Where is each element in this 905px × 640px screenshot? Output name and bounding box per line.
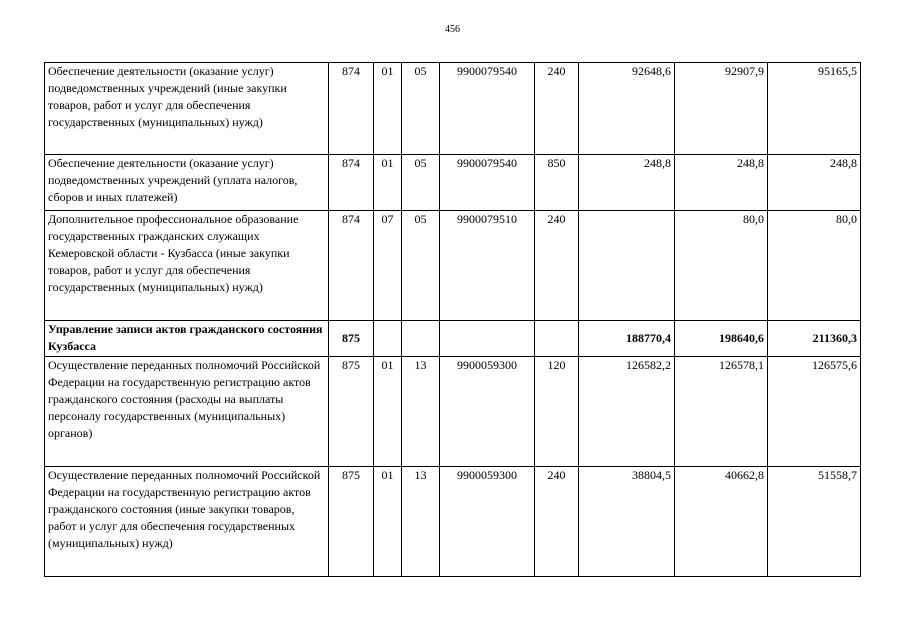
year2-amount: 80,0 bbox=[675, 211, 768, 321]
target-article-code: 9900059300 bbox=[440, 467, 535, 577]
section-code bbox=[374, 321, 402, 357]
expense-type-code: 240 bbox=[535, 467, 579, 577]
target-article-code: 9900079540 bbox=[440, 155, 535, 211]
table-row-section-total bbox=[45, 321, 861, 357]
ministry-code: 875 bbox=[329, 357, 374, 467]
ministry-code: 874 bbox=[329, 155, 374, 211]
year1-amount: 188770,4 bbox=[579, 321, 675, 357]
year3-amount: 95165,5 bbox=[768, 63, 861, 155]
row-name: Обеспечение деятельности (оказание услуг) подведомственных учреждений (иные закупки товаров, работ и услуг для обеспечения государственных (муниципальных) нужд) bbox=[45, 63, 329, 155]
table-row bbox=[45, 467, 861, 577]
year1-amount: 126582,2 bbox=[579, 357, 675, 467]
year1-amount: 92648,6 bbox=[579, 63, 675, 155]
table-row bbox=[45, 357, 861, 467]
section-code: 01 bbox=[374, 63, 402, 155]
row-name: Обеспечение деятельности (оказание услуг) подведомственных учреждений (уплата налогов, сборов и иных платежей) bbox=[45, 155, 329, 211]
expense-type-code bbox=[535, 321, 579, 357]
year3-amount: 51558,7 bbox=[768, 467, 861, 577]
subsection-code: 05 bbox=[402, 155, 440, 211]
subsection-code: 05 bbox=[402, 211, 440, 321]
year1-amount: 38804,5 bbox=[579, 467, 675, 577]
year3-amount: 248,8 bbox=[768, 155, 861, 211]
expense-type-code: 120 bbox=[535, 357, 579, 467]
ministry-code: 874 bbox=[329, 211, 374, 321]
row-name: Дополнительное профессиональное образование государственных гражданских служащих Кемеровской области - Кузбасса (иные закупки товаров, работ и услуг для обеспечения государственных (муниципальных) нужд) bbox=[45, 211, 329, 321]
section-code: 07 bbox=[374, 211, 402, 321]
year2-amount: 126578,1 bbox=[675, 357, 768, 467]
subsection-code: 05 bbox=[402, 63, 440, 155]
year3-amount: 80,0 bbox=[768, 211, 861, 321]
year1-amount bbox=[579, 211, 675, 321]
ministry-code: 875 bbox=[329, 467, 374, 577]
subsection-code: 13 bbox=[402, 467, 440, 577]
subsection-code: 13 bbox=[402, 357, 440, 467]
year2-amount: 92907,9 bbox=[675, 63, 768, 155]
ministry-code: 875 bbox=[329, 321, 374, 357]
year2-amount: 198640,6 bbox=[675, 321, 768, 357]
row-name: Осуществление переданных полномочий Российской Федерации на государственную регистрацию актов гражданского состояния (иные закупки товаров, работ и услуг для обеспечения государственных (муниципальных) нужд) bbox=[45, 467, 329, 577]
budget-table bbox=[44, 62, 861, 577]
target-article-code: 9900079540 bbox=[440, 63, 535, 155]
expense-type-code: 240 bbox=[535, 211, 579, 321]
year2-amount: 40662,8 bbox=[675, 467, 768, 577]
ministry-code: 874 bbox=[329, 63, 374, 155]
section-code: 01 bbox=[374, 467, 402, 577]
page-number: 456 bbox=[445, 24, 460, 35]
target-article-code: 9900059300 bbox=[440, 357, 535, 467]
year3-amount: 211360,3 bbox=[768, 321, 861, 357]
year1-amount: 248,8 bbox=[579, 155, 675, 211]
table-row bbox=[45, 211, 861, 321]
expense-type-code: 850 bbox=[535, 155, 579, 211]
table-row bbox=[45, 155, 861, 211]
section-code: 01 bbox=[374, 357, 402, 467]
expense-type-code: 240 bbox=[535, 63, 579, 155]
section-code: 01 bbox=[374, 155, 402, 211]
target-article-code bbox=[440, 321, 535, 357]
target-article-code: 9900079510 bbox=[440, 211, 535, 321]
year3-amount: 126575,6 bbox=[768, 357, 861, 467]
year2-amount: 248,8 bbox=[675, 155, 768, 211]
row-name: Осуществление переданных полномочий Российской Федерации на государственную регистрацию актов гражданского состояния (расходы на выплаты персоналу государственных (муниципальных) органов) bbox=[45, 357, 329, 467]
subsection-code bbox=[402, 321, 440, 357]
section-name: Управление записи актов гражданского состояния Кузбасса bbox=[45, 321, 329, 357]
table-row bbox=[45, 63, 861, 155]
